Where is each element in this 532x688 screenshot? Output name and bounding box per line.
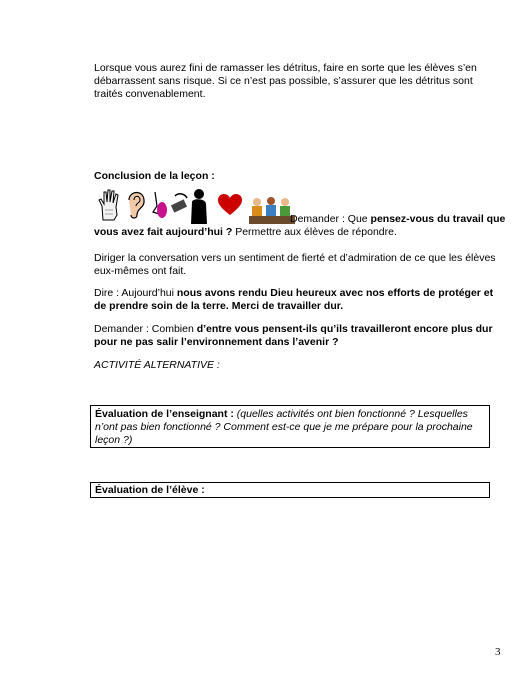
teacher-evaluation-label: Évaluation de l’enseignant : bbox=[95, 408, 234, 420]
teacher-evaluation-box bbox=[90, 405, 490, 448]
intro-paragraph: Lorsque vous aurez fini de ramasser les détritus, faire en sorte que les élèves s’en débarrassent sans risque. Si ce n’est pas possible, s’assurer que les détritus sont traités convenablement. bbox=[94, 62, 477, 100]
say-paragraph: Dire : Aujourd’hui nous avons rendu Dieu heureux avec nos efforts de protéger et de prendre soin de la terre. Merci de travailler dur. bbox=[94, 287, 494, 312]
conclusion-heading: Conclusion de la leçon : bbox=[94, 170, 215, 182]
student-evaluation-label: Évaluation de l’élève : bbox=[95, 484, 205, 496]
student-evaluation-box bbox=[90, 482, 490, 498]
ask-feelings-paragraph: Demander : Que pensez-vous du travail que vous avez fait aujourd’hui ? Permettre aux élèves de répondre. bbox=[94, 213, 506, 238]
teacher-evaluation-prompt: (quelles activités ont bien fonctionné ? Lesquelles n’ont pas bien fonctionné ? Comment est-ce que je me prépare pour la prochaine leçon ?) bbox=[95, 408, 473, 446]
page-number: 3 bbox=[495, 646, 501, 658]
ask-future-paragraph: Demander : Combien d’entre vous pensent-ils qu’ils travailleront encore plus dur pour ne pas salir l’environnement dans l’avenir ? bbox=[94, 323, 493, 348]
alternative-activity-label: ACTIVITÉ ALTERNATIVE : bbox=[94, 359, 220, 371]
steer-conversation-paragraph: Diriger la conversation vers un sentiment de fierté et d’admiration de ce que les élèves eux-mêmes ont fait. bbox=[94, 252, 496, 277]
